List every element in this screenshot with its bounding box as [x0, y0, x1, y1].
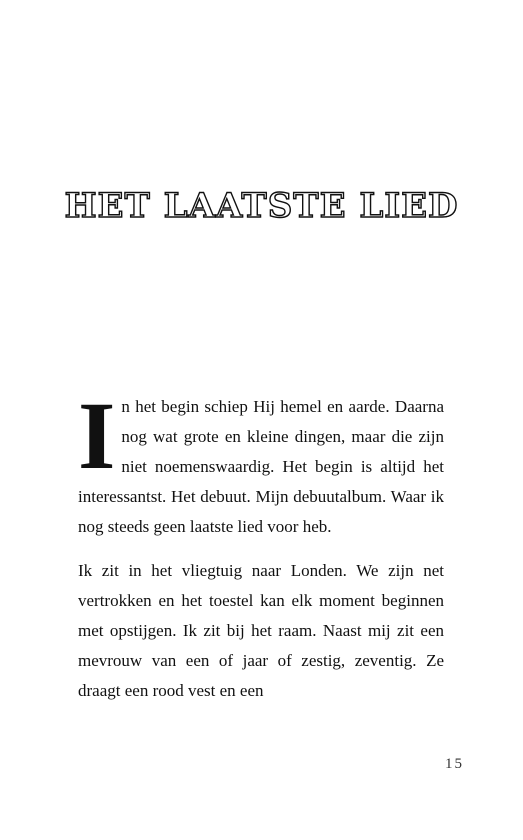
paragraph-1-text: n het begin schiep Hij hemel en aarde. Daarna nog wat grote en kleine dingen, maar die zijn niet noemenswaardig. Het begin is altijd het interessantst. Het debuut. Mijn debuutalbum. Waar ik nog steeds geen laatste lied voor heb. [78, 397, 444, 536]
drop-cap: I [78, 382, 116, 489]
paragraph-2: Ik zit in het vliegtuig naar Londen. We zijn net vertrokken en het toestel kan elk moment beginnen met opstijgen. Ik zit bij het raam. Naast mij zit een mevrouw van een of jaar of zestig, zeventig. Ze draagt een rood vest en een [78, 561, 444, 700]
chapter-title: HET LAATSTE LIED [64, 186, 459, 226]
page-number: 15 [445, 756, 464, 772]
paragraph-1 [78, 382, 444, 542]
